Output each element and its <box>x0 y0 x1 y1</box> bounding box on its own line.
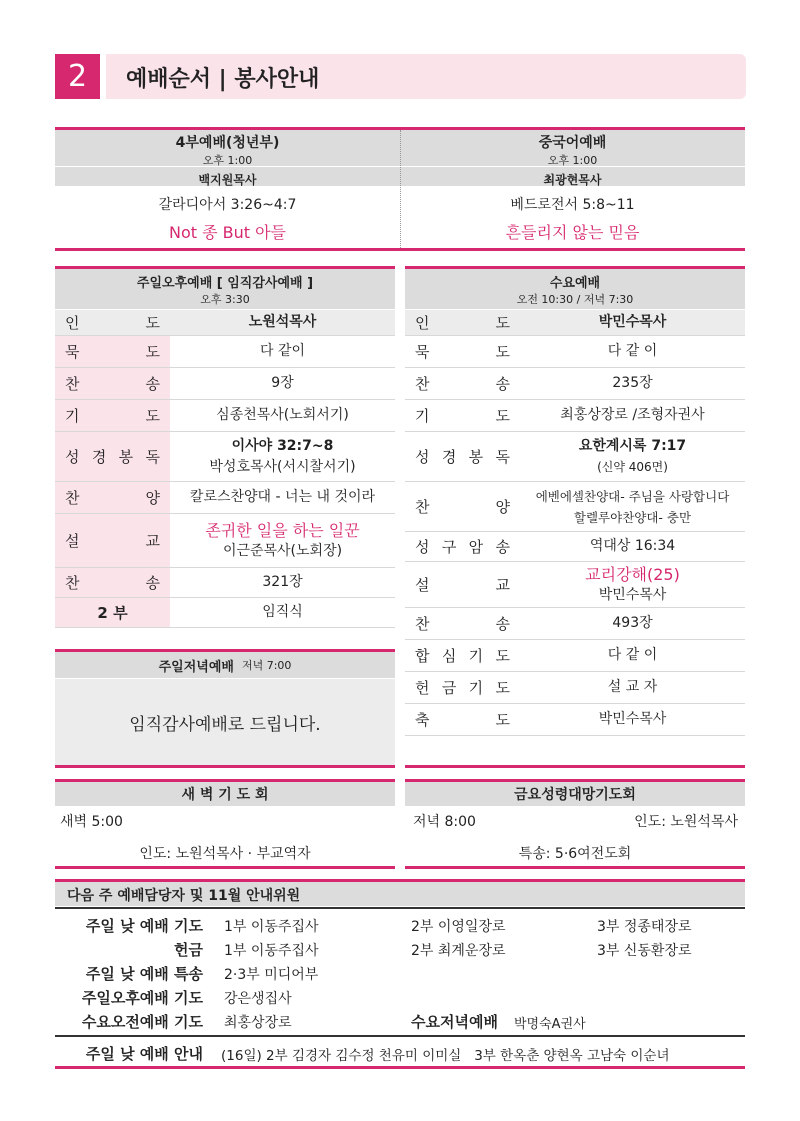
top-left-title: 4부예배(청년부) <box>175 135 280 151</box>
wednesday-label <box>405 336 520 367</box>
wednesday-label-char: 도 <box>495 679 510 697</box>
afternoon-label-char: 송 <box>145 574 160 592</box>
afternoon-row <box>55 598 395 628</box>
wednesday-row <box>405 672 745 704</box>
afternoon-value-main: 노원석목사 <box>248 314 317 330</box>
wednesday-value-main: 설 교 자 <box>607 679 658 695</box>
wednesday-label-char: 봉 <box>468 448 484 466</box>
wednesday-row <box>405 400 745 432</box>
afternoon-value <box>170 336 395 367</box>
afternoon-label-char: 봉 <box>118 448 134 466</box>
wednesday-label-char: 인 <box>415 314 430 332</box>
wednesday-label <box>405 562 520 607</box>
afternoon-label <box>55 514 170 567</box>
wednesday-label <box>405 532 520 561</box>
friday-leader: 인도: 노원석목사 <box>634 814 738 830</box>
afternoon-label <box>55 368 170 399</box>
guide-label: 주일 낮 예배 안내 <box>85 1045 203 1063</box>
wednesday-label-char: 설 <box>415 576 430 594</box>
afternoon-label-char: 교 <box>145 532 160 550</box>
wednesday-label-char: 묵 <box>415 343 430 361</box>
afternoon-row <box>55 368 395 400</box>
afternoon-value-main: 존귀한 일을 하는 일꾼 <box>205 520 360 540</box>
wednesday-label-char: 도 <box>495 711 510 729</box>
wednesday-label <box>405 608 520 639</box>
wednesday-label-char: 축 <box>415 711 430 729</box>
afternoon-value-sub: 이근준목사(노회장) <box>222 542 343 559</box>
next-title: 다음 주 예배담당자 및 11월 안내위원 <box>67 888 301 904</box>
afternoon-label-char: 성 <box>65 448 80 466</box>
wednesday-label <box>405 310 520 335</box>
wednesday-row <box>405 336 745 368</box>
wednesday-label <box>405 640 520 671</box>
wednesday-label-char: 독 <box>495 448 510 466</box>
afternoon-value <box>170 568 395 597</box>
wednesday-value-main: 박민수목사 <box>598 711 667 727</box>
afternoon-label-char: 찬 <box>65 489 80 507</box>
afternoon-label-char: 도 <box>145 407 160 425</box>
afternoon-label <box>55 400 170 431</box>
wednesday-label-char: 도 <box>495 343 510 361</box>
afternoon-value-main: 임직식 <box>262 604 303 620</box>
afternoon-label-char: 송 <box>145 375 160 393</box>
wednesday-label-char: 찬 <box>415 498 430 516</box>
wednesday-label-char: 경 <box>441 448 457 466</box>
afternoon-value-main: 심종천목사(노회서기) <box>216 407 349 423</box>
wednesday-value-main: 다 같 이 <box>607 343 658 359</box>
wednesday-label <box>405 672 520 703</box>
wednesday-value-main: 235장 <box>612 375 653 391</box>
wednesday-label-char: 기 <box>468 679 484 697</box>
offering-2: 2부 최계운장로 <box>411 943 506 959</box>
section-number-badge: 2 <box>55 54 100 99</box>
wednesday-label-char: 헌 <box>415 679 430 697</box>
wednesday-row <box>405 482 745 532</box>
wednesday-label-char: 암 <box>468 538 484 556</box>
wednesday-value-main: 최홍상장로 /조형자권사 <box>560 407 705 423</box>
wednesday-value-sub: 할렐루야찬양대- 충만 <box>573 509 692 525</box>
prayer-1: 1부 이동주집사 <box>224 919 319 935</box>
wednesday-value <box>520 640 745 671</box>
wednesday-value-main: 493장 <box>612 615 653 631</box>
wednesday-value <box>520 672 745 703</box>
afternoon-time: 오후 3:30 <box>200 293 250 306</box>
wed-am-label: 수요오전예배 기도 <box>81 1013 203 1031</box>
wednesday-label-char: 교 <box>495 576 510 594</box>
wednesday-label-char: 성 <box>415 538 430 556</box>
afternoon-label-char: 도 <box>145 314 160 332</box>
afternoon-row <box>55 432 395 482</box>
afternoon-value <box>170 482 395 513</box>
wednesday-label-char: 찬 <box>415 375 430 393</box>
prayer-3: 3부 정종태장로 <box>597 919 692 935</box>
dawn-leaders: 인도: 노원석목사 · 부교역자 <box>139 846 311 862</box>
evening-message: 임직감사예배로 드립니다. <box>129 714 321 735</box>
afternoon-row <box>55 400 395 432</box>
afternoon-label-char: 2 부 <box>97 604 128 622</box>
afternoon-value-sub: 박성호목사(서시찰서기) <box>209 458 356 475</box>
top-left-time: 오후 1:00 <box>202 154 253 167</box>
afternoon-value <box>170 310 395 335</box>
wednesday-value-main: 다 같 이 <box>607 647 658 663</box>
evening-box <box>55 679 395 765</box>
page-title: 예배순서 | 봉사안내 <box>126 67 320 92</box>
afternoon-label <box>55 568 170 597</box>
prayer-2: 2부 이영일장로 <box>411 919 506 935</box>
top-right-sermon: 흔들리지 않는 믿음 <box>505 223 640 242</box>
wednesday-row <box>405 368 745 400</box>
wednesday-value-main: 에벤에셀찬양대- 주님을 사랑합니다 <box>535 488 730 504</box>
wednesday-value <box>520 400 745 431</box>
special-value: 2·3부 미디어부 <box>224 967 319 983</box>
wednesday-row <box>405 704 745 736</box>
afternoon-label-char: 도 <box>145 343 160 361</box>
wednesday-label-char: 찬 <box>415 615 430 633</box>
wed-pm-value: 박명숙A권사 <box>514 1017 586 1032</box>
afternoon-prayer-value: 강은생집사 <box>224 991 292 1007</box>
wednesday-label-char: 구 <box>441 538 457 556</box>
afternoon-label-char: 양 <box>145 489 160 507</box>
offering-3: 3부 신동환장로 <box>597 943 692 959</box>
afternoon-row <box>55 310 395 336</box>
afternoon-title: 주일오후예배 [ 임직감사예배 ] <box>136 276 314 291</box>
wednesday-value <box>520 562 745 607</box>
afternoon-value-main: 이사야 32:7~8 <box>231 437 334 454</box>
afternoon-value <box>170 514 395 567</box>
afternoon-label <box>55 598 170 627</box>
afternoon-label-char: 찬 <box>65 375 80 393</box>
offering-1: 1부 이동주집사 <box>224 943 319 959</box>
wednesday-label-char: 기 <box>415 407 430 425</box>
friday-title: 금요성령대망기도회 <box>514 787 636 803</box>
afternoon-value <box>170 598 395 627</box>
wednesday-row <box>405 432 745 482</box>
wednesday-value <box>520 608 745 639</box>
top-right-time: 오후 1:00 <box>547 154 598 167</box>
wednesday-label-char: 성 <box>415 448 430 466</box>
wednesday-value-sub: 박민수목사 <box>598 586 667 603</box>
afternoon-row <box>55 568 395 598</box>
friday-time: 저녁 8:00 <box>413 814 476 830</box>
wednesday-label-char: 송 <box>495 615 510 633</box>
wednesday-label <box>405 482 520 531</box>
afternoon-value <box>170 432 395 481</box>
dawn-title: 새 벽 기 도 회 <box>181 787 269 803</box>
wed-pm-label: 수요저녁예배 <box>411 1013 498 1031</box>
afternoon-row <box>55 514 395 568</box>
afternoon-value <box>170 368 395 399</box>
wednesday-time: 오전 10:30 / 저녁 7:30 <box>516 293 634 306</box>
afternoon-label-char: 경 <box>91 448 107 466</box>
afternoon-value-main: 칼로스찬양대 - 너는 내 것이라 <box>189 489 376 505</box>
wednesday-label-char: 도 <box>495 314 510 332</box>
afternoon-label <box>55 482 170 513</box>
afternoon-label-char: 인 <box>65 314 80 332</box>
wednesday-value <box>520 704 745 735</box>
afternoon-label-char: 독 <box>145 448 160 466</box>
wednesday-label-char: 도 <box>495 647 510 665</box>
afternoon-label-char: 묵 <box>65 343 80 361</box>
top-right-pastor: 최광현목사 <box>543 173 602 187</box>
wednesday-label-char: 송 <box>495 538 510 556</box>
wednesday-value <box>520 368 745 399</box>
wednesday-title: 수요예배 <box>549 276 601 291</box>
wednesday-row <box>405 310 745 336</box>
friday-special: 특송: 5·6여전도회 <box>518 846 632 862</box>
wednesday-value <box>520 532 745 561</box>
wednesday-row <box>405 608 745 640</box>
wednesday-label <box>405 432 520 481</box>
evening-time: 저녁 7:00 <box>241 659 292 672</box>
wednesday-value-main: 요한계시록 7:17 <box>578 437 687 454</box>
afternoon-label-char: 찬 <box>65 574 80 592</box>
wednesday-label <box>405 400 520 431</box>
afternoon-value-main: 다 같이 <box>259 343 306 359</box>
prayer-label: 주일 낮 예배 기도 <box>85 917 203 935</box>
dawn-time: 새벽 5:00 <box>60 814 123 830</box>
afternoon-label-char: 기 <box>65 407 80 425</box>
afternoon-label <box>55 336 170 367</box>
top-left-pastor: 백지원목사 <box>198 173 257 187</box>
wednesday-label <box>405 704 520 735</box>
wednesday-label-char: 양 <box>495 498 510 516</box>
afternoon-prayer-label: 주일오후예배 기도 <box>81 989 203 1007</box>
afternoon-row <box>55 482 395 514</box>
top-right-scripture: 베드로전서 5:8~11 <box>510 197 635 213</box>
wednesday-row <box>405 640 745 672</box>
top-left-sermon: Not 종 But 아들 <box>168 223 287 242</box>
wednesday-label-char: 도 <box>495 407 510 425</box>
special-label: 주일 낮 예배 특송 <box>85 965 203 983</box>
wednesday-value-main: 박민수목사 <box>598 314 667 330</box>
top-left-scripture: 갈라디아서 3:26~4:7 <box>158 197 297 213</box>
wednesday-value <box>520 336 745 367</box>
wednesday-value-main: 교리강해(25) <box>585 564 680 584</box>
top-right-title: 중국어예배 <box>538 135 607 151</box>
wednesday-label-char: 금 <box>441 679 457 697</box>
wednesday-row <box>405 562 745 608</box>
wednesday-value <box>520 310 745 335</box>
wednesday-label <box>405 368 520 399</box>
afternoon-value <box>170 400 395 431</box>
afternoon-value-main: 9장 <box>271 375 294 391</box>
wednesday-value <box>520 482 745 531</box>
offering-label: 헌금 <box>174 941 203 959</box>
wednesday-value-main: 역대상 16:34 <box>589 538 676 554</box>
wednesday-value <box>520 432 745 481</box>
evening-title: 주일저녁예배 <box>158 659 234 675</box>
afternoon-label <box>55 432 170 481</box>
wednesday-label-char: 심 <box>441 647 457 665</box>
wednesday-label-char: 송 <box>495 375 510 393</box>
wed-am-value: 최홍상장로 <box>224 1015 292 1031</box>
wednesday-value-sub: (신약 406면) <box>597 459 668 474</box>
guide-value: (16일) 2부 김경자 김수정 천유미 이미실 3부 한옥춘 양현옥 고남숙 이순녀 <box>221 1048 670 1064</box>
afternoon-row <box>55 336 395 368</box>
wednesday-row <box>405 532 745 562</box>
afternoon-value-main: 321장 <box>262 574 303 590</box>
wednesday-label-char: 합 <box>415 647 430 665</box>
afternoon-label <box>55 310 170 335</box>
afternoon-label-char: 설 <box>65 532 80 550</box>
wednesday-label-char: 기 <box>468 647 484 665</box>
